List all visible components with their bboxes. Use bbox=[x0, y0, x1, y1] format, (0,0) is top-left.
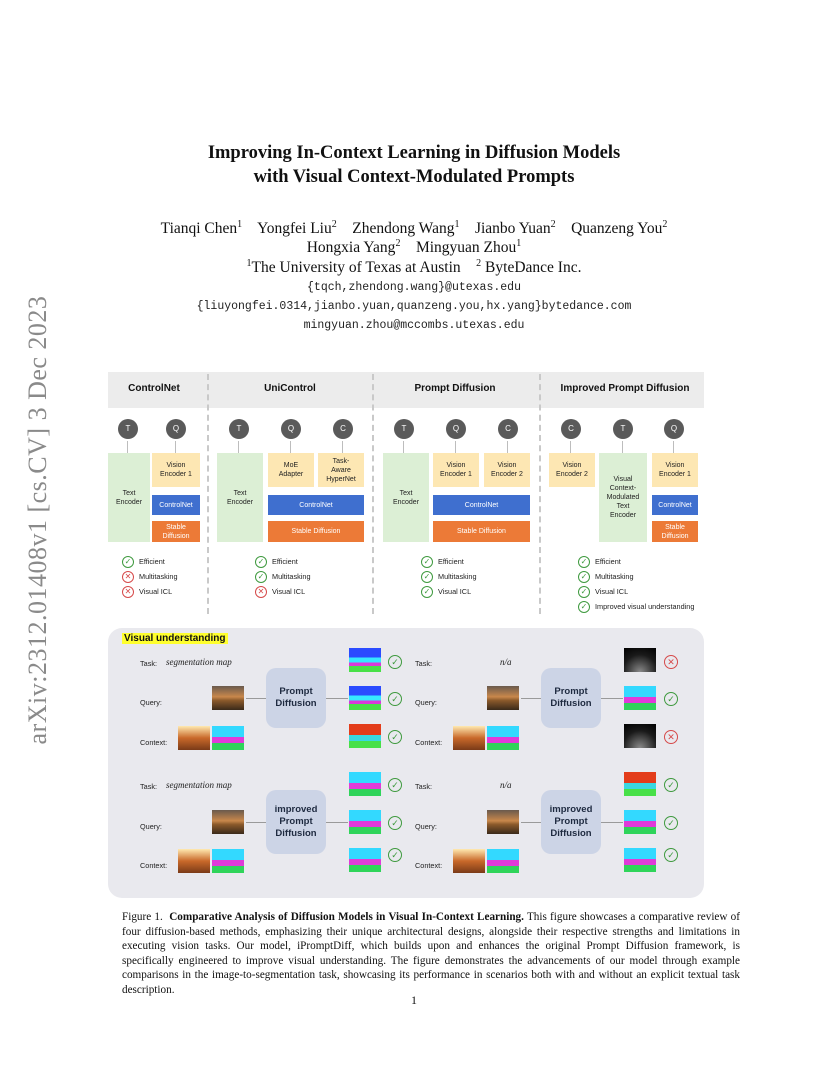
arrow bbox=[673, 441, 674, 453]
input-c-circle: C bbox=[561, 419, 581, 439]
query-image bbox=[487, 810, 519, 834]
author-affil: 2 bbox=[395, 238, 401, 249]
column-divider bbox=[372, 374, 374, 614]
improved-prompt-diffusion-model: improved Prompt Diffusion bbox=[541, 790, 601, 854]
connector-line bbox=[601, 822, 623, 823]
author-name: Quanzeng You bbox=[571, 220, 663, 238]
output-image bbox=[349, 772, 381, 796]
email-line-1: {tqch,zhendong.wang}@utexas.edu bbox=[307, 281, 521, 294]
output-image bbox=[349, 810, 381, 834]
query-label: Query: bbox=[140, 698, 162, 707]
output-image bbox=[624, 686, 656, 710]
check-icon: ✓ bbox=[255, 556, 267, 568]
feature-multitasking: ✓ Multitasking bbox=[255, 571, 311, 583]
col-title-improved: Improved Prompt Diffusion bbox=[560, 383, 690, 394]
feature-visual-icl: ✓ Visual ICL bbox=[578, 586, 628, 598]
stable-diffusion-box: Stable Diffusion bbox=[433, 521, 530, 542]
feature-visual-icl: ✕ Visual ICL bbox=[255, 586, 305, 598]
feature-efficient: ✓ Efficient bbox=[578, 556, 621, 568]
check-icon: ✓ bbox=[578, 601, 590, 613]
context-seg-image bbox=[487, 726, 519, 750]
arrow bbox=[570, 441, 571, 453]
arrow bbox=[290, 441, 291, 453]
cross-icon: ✕ bbox=[122, 571, 134, 583]
check-icon: ✓ bbox=[388, 848, 402, 862]
prompt-diffusion-model: Prompt Diffusion bbox=[541, 668, 601, 728]
check-icon: ✓ bbox=[578, 586, 590, 598]
author-affil: 2 bbox=[550, 219, 556, 230]
arrow bbox=[342, 441, 343, 453]
context-image bbox=[453, 726, 485, 750]
connector-line bbox=[246, 822, 266, 823]
input-q-circle: Q bbox=[281, 419, 301, 439]
context-image bbox=[178, 849, 210, 873]
feature-efficient: ✓ Efficient bbox=[421, 556, 464, 568]
author-affil: 2 bbox=[331, 219, 337, 230]
check-icon: ✓ bbox=[664, 816, 678, 830]
cross-icon: ✕ bbox=[664, 730, 678, 744]
arrow bbox=[455, 441, 456, 453]
authors-line1 bbox=[0, 219, 828, 238]
arrow bbox=[127, 441, 128, 453]
check-icon: ✓ bbox=[421, 586, 433, 598]
caption-label: Figure 1. bbox=[122, 911, 163, 923]
col-title-prompt-diffusion: Prompt Diffusion bbox=[414, 383, 496, 394]
context-seg-image bbox=[487, 849, 519, 873]
output-image bbox=[349, 724, 381, 748]
author-name: Zhendong Wang bbox=[352, 220, 455, 238]
query-label: Query: bbox=[415, 822, 437, 831]
vision-encoder-1-box: Vision Encoder 1 bbox=[433, 453, 479, 487]
connector-line bbox=[601, 698, 623, 699]
page-number: 1 bbox=[411, 993, 417, 1007]
check-icon: ✓ bbox=[388, 730, 402, 744]
query-label: Query: bbox=[140, 822, 162, 831]
output-image bbox=[349, 648, 381, 672]
task-label: Task: bbox=[415, 782, 433, 791]
input-c-circle: C bbox=[333, 419, 353, 439]
task-text: n/a bbox=[500, 780, 512, 790]
vision-encoder-2-box: Vision Encoder 2 bbox=[484, 453, 530, 487]
text-encoder-box: Text Encoder bbox=[383, 453, 429, 542]
feature-multitasking: ✕ Multitasking bbox=[122, 571, 178, 583]
paper-title-line1: Improving In-Context Learning in Diffusion Models bbox=[207, 143, 621, 163]
column-divider bbox=[207, 374, 209, 614]
context-image bbox=[453, 849, 485, 873]
feature-multitasking: ✓ Multitasking bbox=[421, 571, 477, 583]
output-image bbox=[349, 686, 381, 710]
check-icon: ✓ bbox=[388, 655, 402, 669]
output-image bbox=[624, 772, 656, 796]
email-line-2: {liuyongfei.0314,jianbo.yuan,quanzeng.you,hx.yang}bytedance.com bbox=[196, 300, 632, 313]
affiliation-2: ByteDance Inc. bbox=[485, 259, 582, 277]
col-title-controlnet: ControlNet bbox=[128, 383, 180, 394]
col-title-unicontrol: UniControl bbox=[264, 383, 316, 394]
author-affil: 1 bbox=[454, 219, 460, 230]
check-icon: ✓ bbox=[388, 692, 402, 706]
text-encoder-box: Text Encoder bbox=[108, 453, 150, 542]
query-image bbox=[212, 686, 244, 710]
connector-line bbox=[326, 822, 348, 823]
task-text: n/a bbox=[500, 657, 512, 667]
context-seg-image bbox=[212, 726, 244, 750]
task-label: Task: bbox=[415, 659, 433, 668]
output-image bbox=[624, 648, 656, 672]
authors-line2 bbox=[0, 238, 828, 257]
output-image bbox=[624, 810, 656, 834]
output-image bbox=[349, 848, 381, 872]
feature-multitasking: ✓ Multitasking bbox=[578, 571, 634, 583]
task-label: Task: bbox=[140, 659, 158, 668]
check-icon: ✓ bbox=[255, 571, 267, 583]
connector-line bbox=[246, 698, 266, 699]
query-image bbox=[212, 810, 244, 834]
controlnet-box: ControlNet bbox=[433, 495, 530, 515]
check-icon: ✓ bbox=[664, 778, 678, 792]
feature-visual-icl: ✕ Visual ICL bbox=[122, 586, 172, 598]
output-image bbox=[624, 724, 656, 748]
vision-encoder-1-box: Vision Encoder 1 bbox=[652, 453, 698, 487]
arrow bbox=[175, 441, 176, 453]
context-label: Context: bbox=[140, 738, 168, 747]
text-encoder-box: Text Encoder bbox=[217, 453, 263, 542]
cross-icon: ✕ bbox=[255, 586, 267, 598]
check-icon: ✓ bbox=[388, 816, 402, 830]
check-icon: ✓ bbox=[578, 556, 590, 568]
vision-encoder-2-box: Vision Encoder 2 bbox=[549, 453, 595, 487]
task-text: segmentation map bbox=[166, 657, 232, 667]
cross-icon: ✕ bbox=[122, 586, 134, 598]
stable-diffusion-box: Stable Diffusion bbox=[152, 521, 200, 542]
context-label: Context: bbox=[415, 861, 443, 870]
author-name: Jianbo Yuan bbox=[474, 220, 551, 238]
check-icon: ✓ bbox=[664, 848, 678, 862]
improved-prompt-diffusion-model: improved Prompt Diffusion bbox=[266, 790, 326, 854]
check-icon: ✓ bbox=[578, 571, 590, 583]
input-q-circle: Q bbox=[664, 419, 684, 439]
context-label: Context: bbox=[415, 738, 443, 747]
connector-line bbox=[521, 822, 541, 823]
affiliation-1: The University of Texas at Austin bbox=[251, 259, 461, 277]
check-icon: ✓ bbox=[421, 556, 433, 568]
stable-diffusion-box: Stable Diffusion bbox=[652, 521, 698, 542]
author-name: Tianqi Chen bbox=[160, 220, 238, 238]
query-image bbox=[487, 686, 519, 710]
arrow bbox=[622, 441, 623, 453]
output-image bbox=[624, 848, 656, 872]
arxiv-id: arXiv:2312.01408v1 [cs.CV] 3 Dec 2023 bbox=[23, 295, 52, 745]
controlnet-box: ControlNet bbox=[152, 495, 200, 515]
context-seg-image bbox=[212, 849, 244, 873]
input-c-circle: C bbox=[498, 419, 518, 439]
input-q-circle: Q bbox=[446, 419, 466, 439]
check-icon: ✓ bbox=[388, 778, 402, 792]
input-t-circle: T bbox=[613, 419, 633, 439]
connector-line bbox=[521, 698, 541, 699]
check-icon: ✓ bbox=[421, 571, 433, 583]
feature-efficient: ✓ Efficient bbox=[122, 556, 165, 568]
author-affil: 1 bbox=[516, 238, 522, 249]
figure-caption bbox=[122, 910, 740, 998]
feature-visual-understanding: ✓ Improved visual understanding bbox=[578, 601, 694, 613]
arrow bbox=[403, 441, 404, 453]
prompt-diffusion-model: Prompt Diffusion bbox=[266, 668, 326, 728]
vision-encoder-1-box: Vision Encoder 1 bbox=[152, 453, 200, 487]
caption-text: This figure showcases a comparative review of four diffusion-based methods, emphasizing their unique architectural designs, alongside their respective strengths and limitations in executing vision tasks. Our model, iPromptDiff, which builds upon and enhances the original Prompt Diffusion framework, is specifically engineered to improve visual understanding. The figure demonstrates the advancements of our model through example comparisons in the image-to-segmentation task, showcasing its performance in scenarios both with and without an explicit textual task description. bbox=[122, 911, 740, 996]
input-t-circle: T bbox=[118, 419, 138, 439]
feature-visual-icl: ✓ Visual ICL bbox=[421, 586, 471, 598]
email-line-3: mingyuan.zhou@mccombs.utexas.edu bbox=[303, 319, 525, 332]
input-q-circle: Q bbox=[166, 419, 186, 439]
task-text: segmentation map bbox=[166, 780, 232, 790]
visual-understanding-heading: Visual understanding bbox=[124, 633, 226, 644]
author-name: Yongfei Liu bbox=[257, 220, 332, 238]
query-label: Query: bbox=[415, 698, 437, 707]
moe-adapter-box: MoE Adapter bbox=[268, 453, 314, 487]
cross-icon: ✕ bbox=[664, 655, 678, 669]
feature-efficient: ✓ Efficient bbox=[255, 556, 298, 568]
check-icon: ✓ bbox=[664, 692, 678, 706]
author-name: Mingyuan Zhou bbox=[415, 239, 517, 257]
caption-bold: Comparative Analysis of Diffusion Models in Visual In-Context Learning. bbox=[169, 911, 524, 923]
context-image bbox=[178, 726, 210, 750]
task-label: Task: bbox=[140, 782, 158, 791]
arrow bbox=[238, 441, 239, 453]
input-t-circle: T bbox=[394, 419, 414, 439]
author-affil: 2 bbox=[662, 219, 668, 230]
stable-diffusion-box: Stable Diffusion bbox=[268, 521, 364, 542]
author-affil: 1 bbox=[237, 219, 243, 230]
connector-line bbox=[326, 698, 348, 699]
visual-context-text-encoder-box: Visual Context- Modulated Text Encoder bbox=[599, 453, 647, 542]
column-divider bbox=[539, 374, 541, 614]
author-name: Hongxia Yang bbox=[306, 239, 396, 257]
controlnet-box: ControlNet bbox=[268, 495, 364, 515]
arrow bbox=[507, 441, 508, 453]
paper-title-line2: with Visual Context-Modulated Prompts bbox=[253, 167, 575, 187]
affiliations: $^1$The University of Texas at Austin $^2$ ByteDance Inc. bbox=[246, 258, 582, 277]
controlnet-box: ControlNet bbox=[652, 495, 698, 515]
input-t-circle: T bbox=[229, 419, 249, 439]
context-label: Context: bbox=[140, 861, 168, 870]
arxiv-stamp bbox=[20, 290, 56, 750]
check-icon: ✓ bbox=[122, 556, 134, 568]
hypernet-box: Task- Aware HyperNet bbox=[318, 453, 364, 487]
